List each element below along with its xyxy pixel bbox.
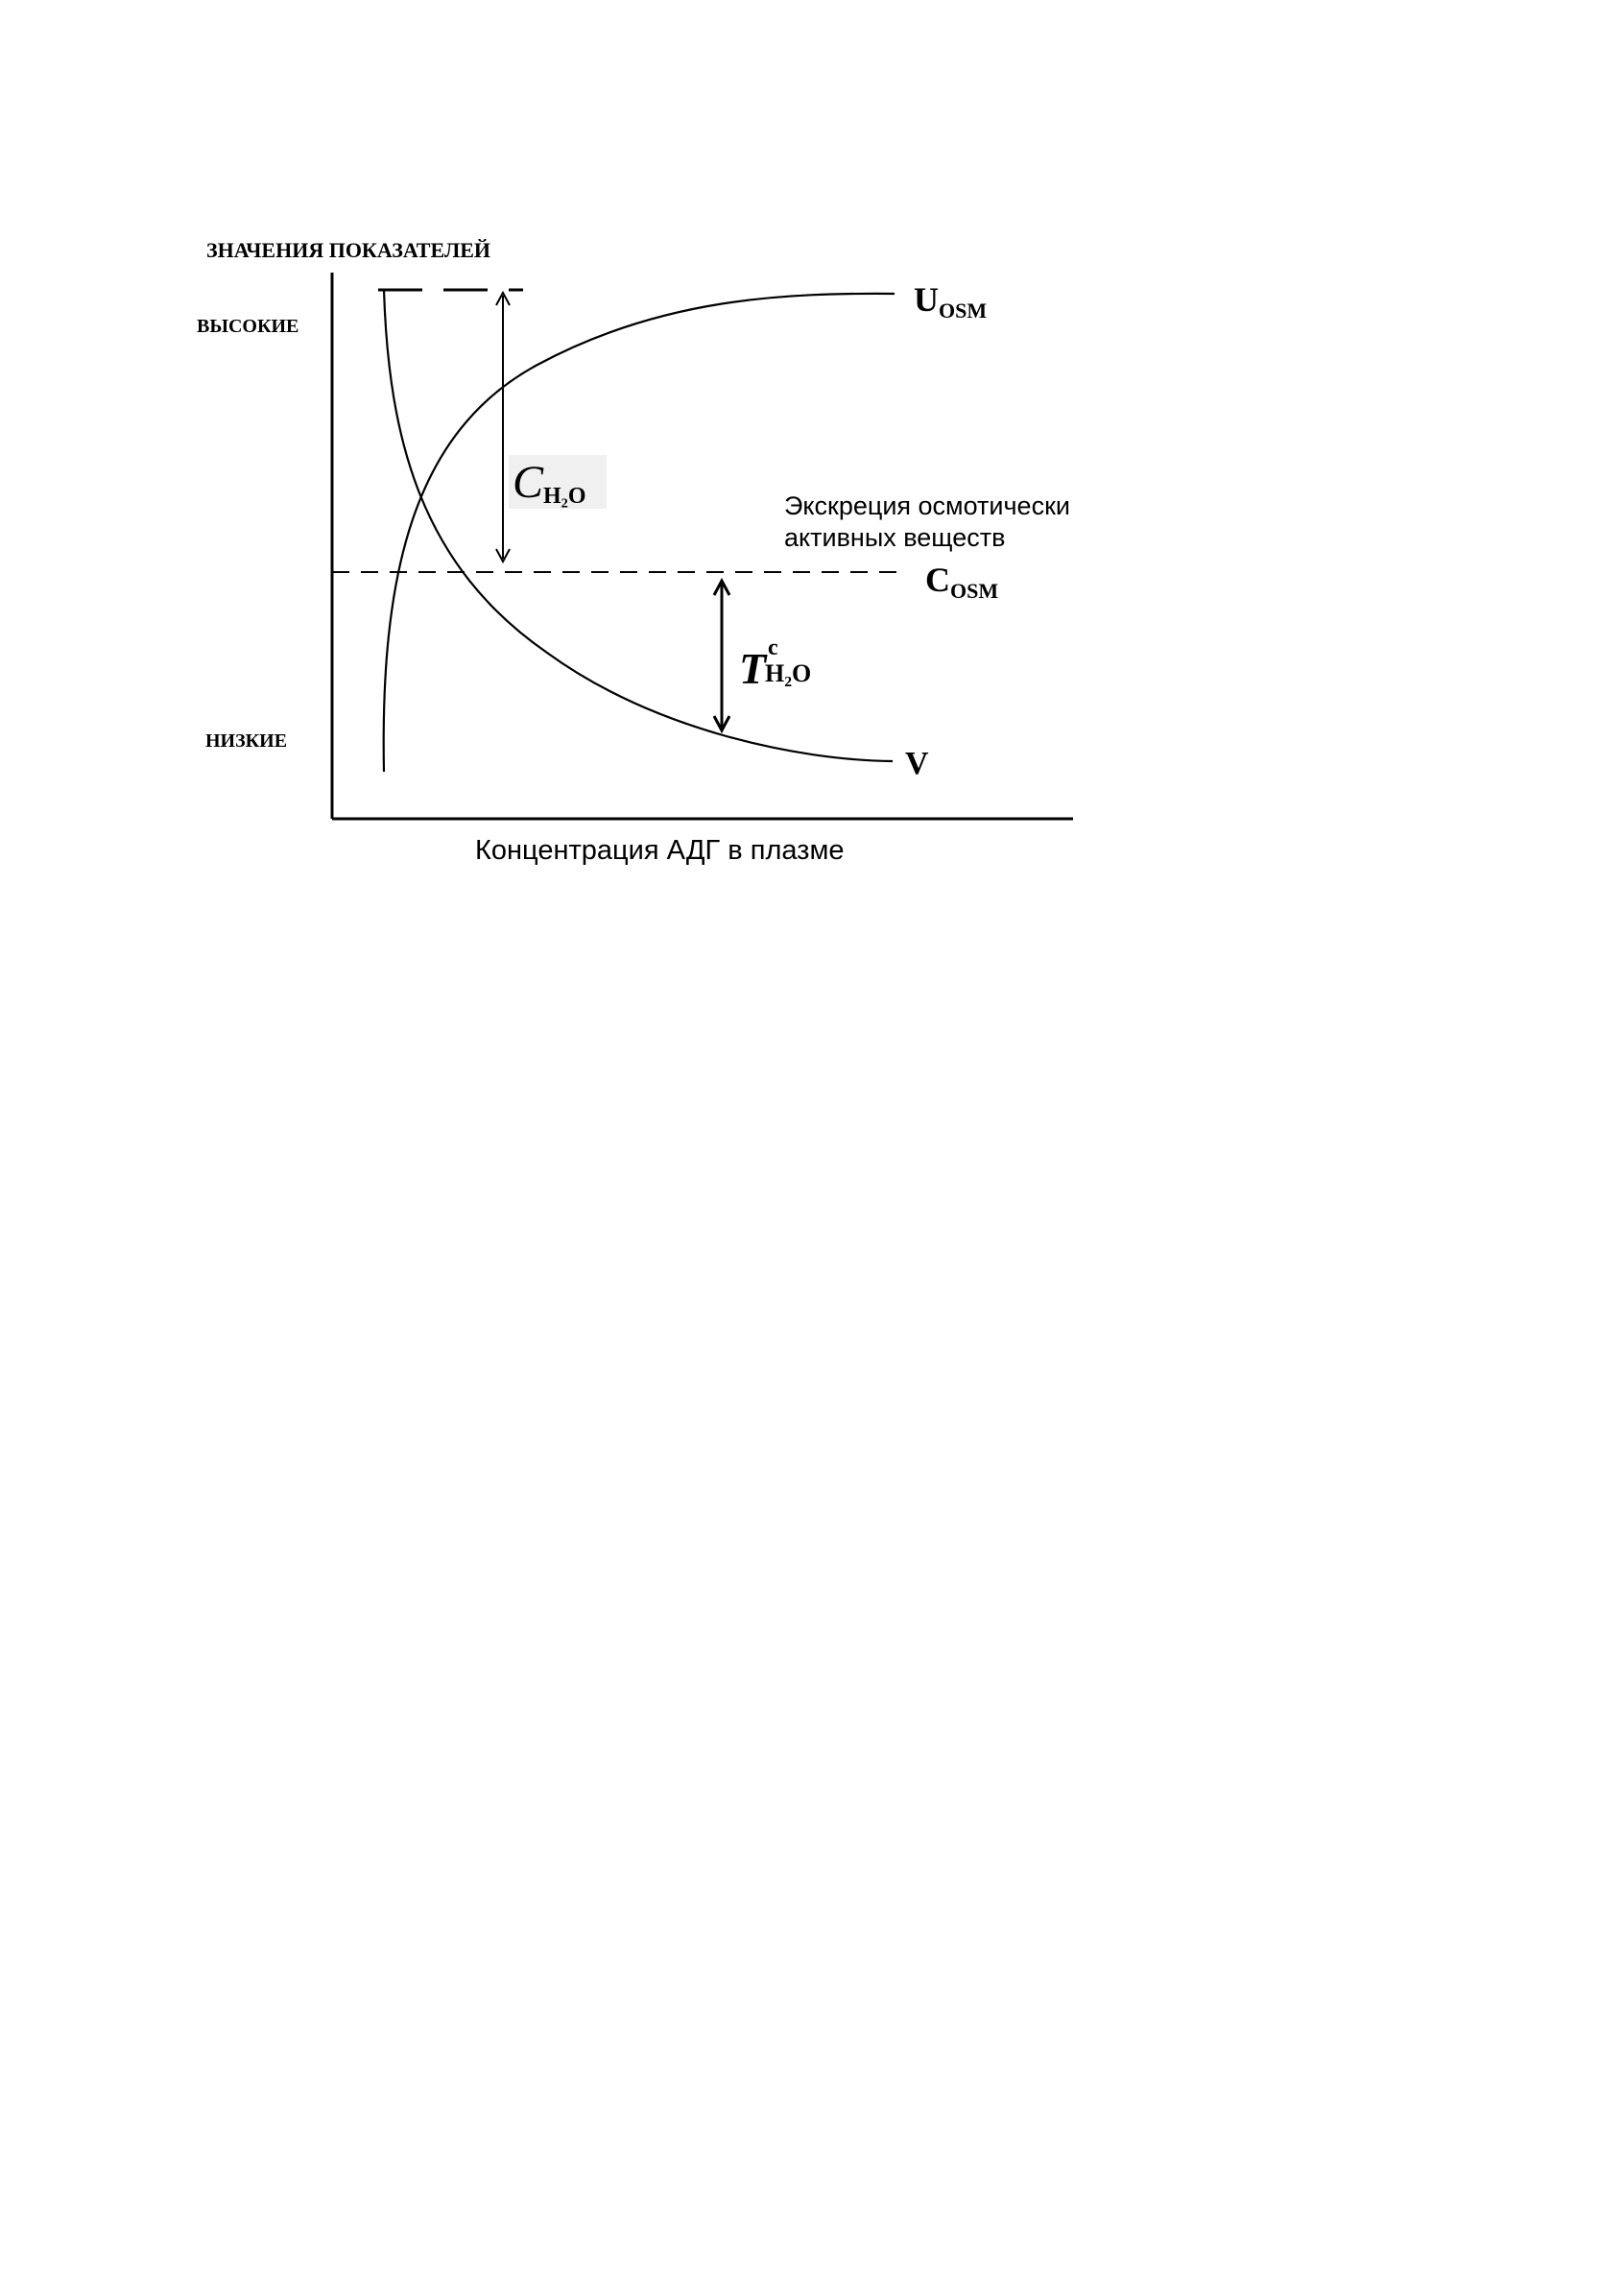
ch2o-main: C [513, 457, 544, 508]
uosm-label [914, 280, 987, 323]
cosm-main: C [925, 561, 950, 599]
osmotic-excretion-line1: Экскреция осмотически [784, 491, 1070, 520]
tc-sub: H₂O [765, 659, 812, 687]
v-label: V [905, 746, 929, 781]
y-high-label: ВЫСОКИЕ [197, 316, 299, 337]
y-axis-title: ЗНАЧЕНИЯ ПОКАЗАТЕЛЕЙ [206, 238, 491, 262]
ch2o-sub: H₂O [543, 484, 586, 509]
uosm-sub: OSM [939, 299, 988, 323]
cosm-label [925, 561, 998, 603]
x-axis-title: Концентрация АДГ в плазме [475, 835, 845, 866]
osmotic-excretion-line2: активных веществ [784, 523, 1006, 552]
cosm-sub: OSM [950, 579, 999, 603]
tc-main: T [739, 644, 767, 693]
y-low-label: НИЗКИЕ [205, 730, 288, 752]
uosm-main: U [914, 280, 939, 319]
tc-sup: c [768, 635, 778, 660]
